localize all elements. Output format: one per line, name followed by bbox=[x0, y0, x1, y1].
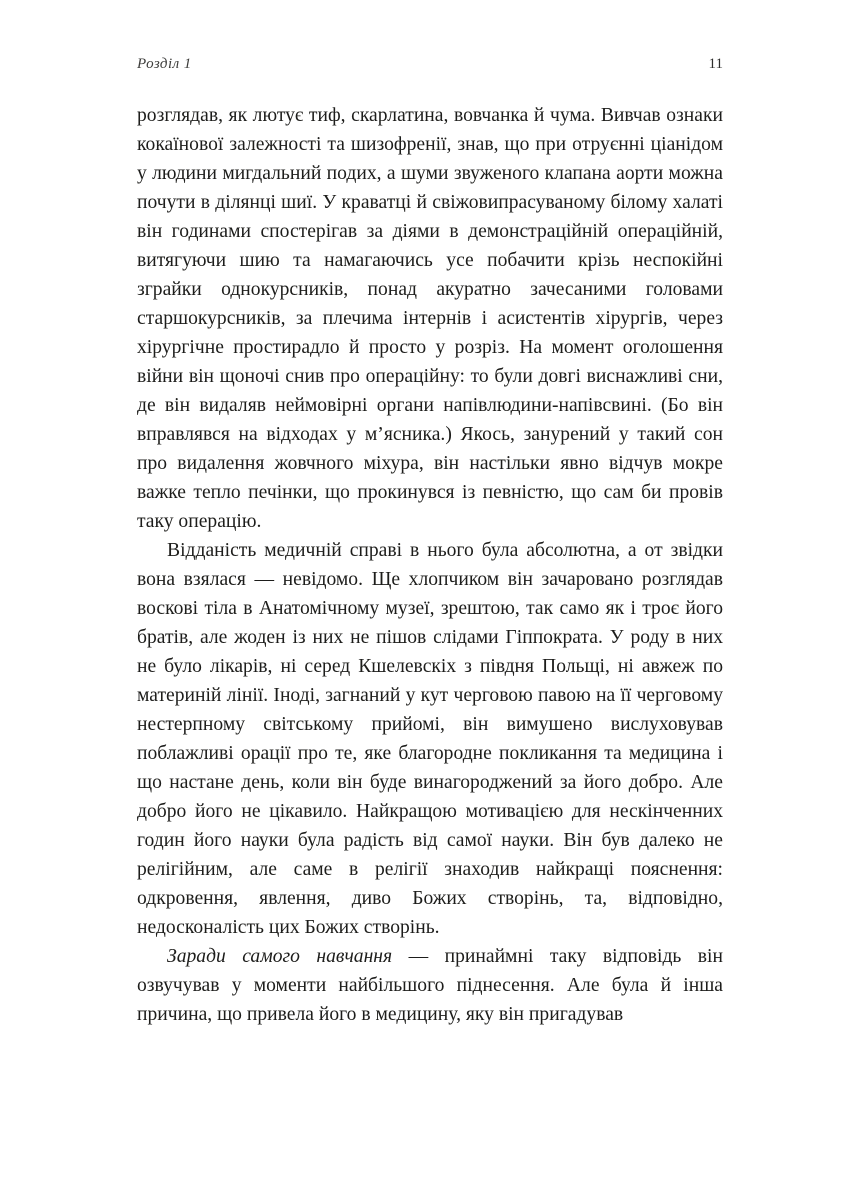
text-block bbox=[137, 101, 723, 1029]
paragraph-2: Відданість медичній справі в нього була абсолютна, а от звідки вона взялася — невідомо. Ще хлопчиком він зачаровано розглядав воскові тіла в Анатомічному музеї, зрештою, так само як і троє його братів, але жоден із них не пішов слідами Гіппократа. У роду в них не було лікарів, ні серед Кшелевскіх з півдня Польщі, ні авжеж по материній лінії. Іноді, загнаний у кут черговою павою на її черговому нестерпному світському прийомі, він вимушено вислуховував поблажливі орації про те, яке благородне покликання та медицина і що настане день, коли він буде винагороджений за його добро. Але добро його не цікавило. Найкращою мотивацією для нескінченних годин його науки була радість від самої науки. Він був далеко не релігійним, але саме в релігії знаходив найкращі пояснення: одкровення, явлення, диво Божих створінь, та, відповідно, недосконалість цих Божих створінь. bbox=[137, 540, 723, 938]
paragraph-3-italic-lead: Заради самого навчання bbox=[167, 946, 393, 967]
running-head bbox=[137, 56, 723, 73]
page-number: 11 bbox=[708, 56, 723, 72]
paragraph-1: розглядав, як лютує тиф, скарлатина, вовчанка й чума. Вивчав ознаки кокаїнової залежності та шизофренії, знав, що при отруєнні ціанідом у людини мигдальний подих, а шуми звуженого клапана аорти можна почути в ділянці шиї. У краватці й свіжовипрасуваному білому халаті він годинами спостерігав за діями в демонстраційній операційній, витягуючи шию та намагаючись усе побачити крізь неспокійні зграйки однокурсників, понад акуратно зачесаними головами старшокурсників, за плечима інтернів і асистентів хірургів, через хірургічне простирадло й просто у розріз. На момент оголошення війни він щоночі снив про операційну: то були довгі виснажливі сни, де він видаляв неймовірні органи напівлюдини-напівсвині. (Бо він вправлявся на відходах у м’ясника.) Якось, занурений у такий сон про видалення жовчного міхура, він настільки явно відчув мокре важке тепло печінки, що прокинувся із певністю, що сам би провів таку операцію. bbox=[137, 105, 723, 532]
chapter-label: Розділ 1 bbox=[137, 56, 192, 72]
paragraph-3 bbox=[137, 942, 723, 1029]
paragraph-3-rest-text: — принаймні таку відповідь він озвучував у моменти найбільшого піднесення. Але була й інша причина, що привела його в медицину, яку він пригадував bbox=[137, 946, 723, 1025]
